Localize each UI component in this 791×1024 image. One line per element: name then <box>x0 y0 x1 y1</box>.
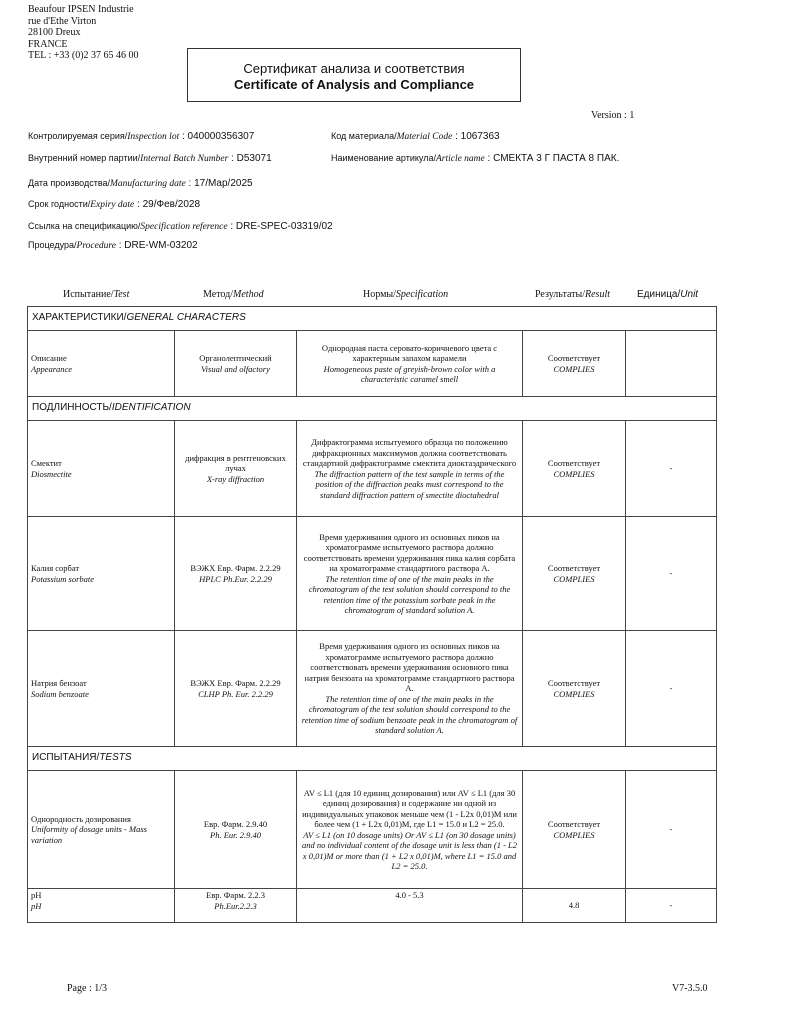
internal-batch-field: Внутренний номер партии/Internal Batch Number : D53071 <box>28 153 272 164</box>
column-header-specification: Нормы/Specification <box>363 289 449 300</box>
title-ru: Сертификат анализа и соответствия <box>243 61 465 76</box>
table-row-sodium-benzoate: Натрия бензоат Sodium benzoate ВЭЖХ Евр. Фарм. 2.2.29 CLHP Ph. Eur. 2.2.29 Время удерживания одного из основных пиков на хроматограмме испытуемого раствора должно соответствовать времени удерживания основного пика натрия бензоата на хроматограмме стандартного раствора А. The retention time of one of the main peaks in the chromatogram of the test solution should correspond to the retention time of sodium benzoate peak in the chromatogram of standard solution A. Соответствует COMPLIES - <box>28 631 717 747</box>
section-row-general <box>28 307 717 331</box>
analysis-table <box>27 306 717 923</box>
table-row-appearance: Описание Appearance Органолептический Visual and olfactory Однородная паста серовато-коричневого цвета с характерным запахом карамели Homogeneous paste of greyish-brown color with a characteristic caramel smell Соответствует COMPLIES <box>28 331 717 397</box>
section-row-tests <box>28 747 717 771</box>
section-identification: ПОДЛИННОСТЬ/IDENTIFICATION <box>28 397 717 421</box>
section-tests: ИСПЫТАНИЯ/TESTS <box>28 747 717 771</box>
procedure-field: Процедура/Procedure : DRE-WM-03202 <box>28 240 198 251</box>
table-row-smectite: Смектит Diosmectite дифракция в рентгеновских лучах X-ray diffraction Дифрактограмма испытуемого образца по положению дифракционных максимумов должна соответствовать стандартной дифрактограмме смектита диоктаэдрического The diffraction pattern of the test sample in terms of the position of the diffraction peaks must correspond to the standard diffraction pattern of smectite dioctahedral Соответствует COMPLIES - <box>28 421 717 517</box>
version: Version : 1 <box>591 110 635 121</box>
section-row-identification <box>28 397 717 421</box>
certificate-title-box <box>187 48 521 102</box>
column-header-result: Результаты/Result <box>535 289 610 300</box>
specification-reference-field: Ссылка на спецификацию/Specification reference : DRE-SPEC-03319/02 <box>28 221 333 232</box>
telephone: TEL : +33 (0)2 37 65 46 00 <box>28 50 139 61</box>
country: FRANCE <box>28 38 68 50</box>
company-name: Beaufour IPSEN Industrie <box>28 4 134 15</box>
material-code-field: Код материала/Material Code : 1067363 <box>331 131 500 142</box>
title-en: Certificate of Analysis and Compliance <box>233 77 475 92</box>
table-row-ph: pH pH Евр. Фарм. 2.2.3 Ph.Eur.2.2.3 4.0 - 5.3 4.8 - <box>28 889 717 923</box>
document-version: V7-3.5.0 <box>672 983 708 994</box>
section-general: ХАРАКТЕРИСТИКИ/GENERAL CHARACTERS <box>28 307 717 331</box>
column-header-unit: Единица/Unit <box>637 289 699 300</box>
inspection-lot-field: Контролируемая серия/Inspection lot : 040000356307 <box>28 131 255 142</box>
column-header-test: Испытание/Test <box>63 289 130 300</box>
company-address <box>28 4 139 62</box>
page-number: Page : 1/3 <box>67 983 107 994</box>
table-row-potassium-sorbate: Калия сорбат Potassium sorbate ВЭЖХ Евр. Фарм. 2.2.29 HPLC Ph.Eur. 2.2.29 Время удерживания одного из основных пиков на хроматограмме испытуемого раствора должно соответствовать времени удерживания пика калия сорбата на хроматограмме стандартного раствора А. The retention time of one of the main peaks in the chromatogram of the test solution should correspond to the retention time of the potassium sorbate peak in the chromatogram of standard solution A. Соответствует COMPLIES - <box>28 517 717 631</box>
manufacturing-date-field: Дата производства/Manufacturing date : 17/Мар/2025 <box>28 178 253 189</box>
article-name-field: Наименование артикула/Article name : СМЕКТА 3 Г ПАСТА 8 ПАК. <box>331 153 620 164</box>
street: rue d'Ethe Virton <box>28 15 97 27</box>
expiry-date-field: Срок годности/Expiry date : 29/Фев/2028 <box>28 199 201 210</box>
column-header-method: Метод/Method <box>203 289 264 300</box>
table-row-uniformity: Однородность дозирования Uniformity of dosage units - Mass variation Евр. Фарм. 2.9.40 Ph. Eur. 2.9.40 AV ≤ L1 (для 10 единиц дозирования) или AV ≤ L1 (для 30 единиц дозирования) и содержание ни одной из индивидуальных упаковок меньше чем (1 - L2x 0,01)M или более чем (1 + L2x 0,01)M, где L1 = 15.0 и L2 = 25.0. AV ≤ L1 (on 10 dosage units) Or AV ≤ L1 (on 30 dosage units) and no individual content of the dosage unit is less than (1 - L2 x 0,01)M or more than (1 + L2 x 0,01)M, where L1 = 15.0 and L2 = 25.0. Соответствует COMPLIES - <box>28 771 717 889</box>
city: 28100 Dreux <box>28 27 81 38</box>
